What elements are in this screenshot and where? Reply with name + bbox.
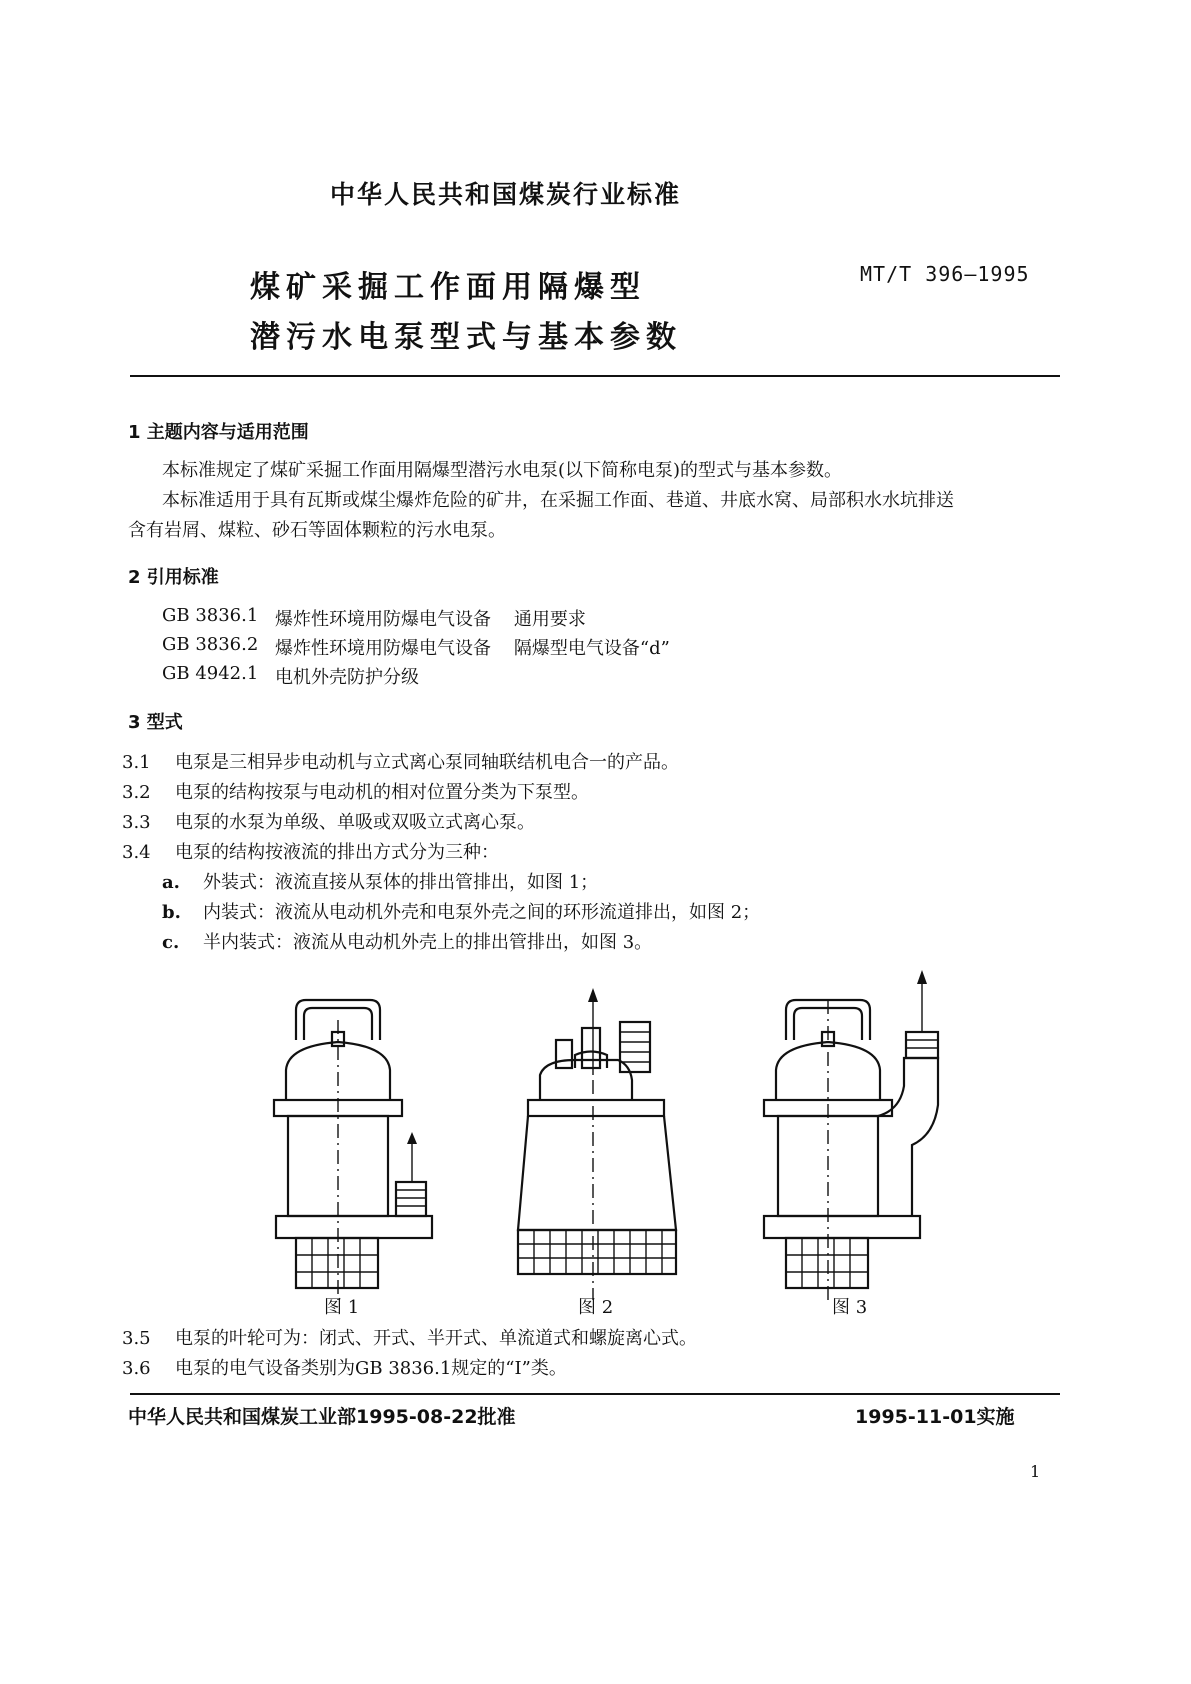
standard-org-title: 中华人民共和国煤炭行业标准 [329,180,681,209]
section-2-heading: 2 引用标准 [128,567,219,588]
item-number: 3.1 [122,752,151,773]
item-number: 3.6 [122,1358,151,1379]
section-1-para1: 本标准规定了煤矿采掘工作面用隔爆型潜污水电泵(以下简称电泵)的型式与基本参数。 [162,460,843,481]
subitem-text: 内装式：液流从电动机外壳和电泵外壳之间的环形流道排出，如图 2； [203,902,761,923]
page-number: 1 [1030,1462,1041,1481]
standard-code: MT/T 396—1995 [860,262,1030,286]
section-1-para2-line2: 含有岩屑、煤粒、砂石等固体颗粒的污水电泵。 [128,520,506,541]
ref-code: GB 4942.1 [162,663,259,684]
section-3-heading: 3 型式 [128,712,183,733]
subitem-label: c. [162,932,180,953]
section-1-para2-line1: 本标准适用于具有瓦斯或煤尘爆炸危险的矿井，在采掘工作面、巷道、井底水窝、局部积水水坑排送 [162,490,954,511]
document-title-line2: 潜污水电泵型式与基本参数 [250,320,682,355]
subitem-label: b. [162,902,181,923]
subitem-text: 半内装式：液流从电动机外壳上的排出管排出，如图 3。 [203,932,653,953]
approval-statement: 中华人民共和国煤炭工业部1995-08-22批准 [128,1406,516,1428]
document-title-line1: 煤矿采掘工作面用隔爆型 [250,270,646,305]
item-text: 电泵的结构按泵与电动机的相对位置分类为下泵型。 [175,782,589,803]
item-number: 3.5 [122,1328,151,1349]
item-text: 电泵的水泵为单级、单吸或双吸立式离心泵。 [175,812,535,833]
pump-figures [0,960,1191,1300]
figure-1-caption: 图 1 [324,1297,360,1318]
ref-title: 电机外壳防护分级 [275,667,419,688]
section-1-heading: 1 主题内容与适用范围 [128,422,309,443]
item-text: 电泵的结构按液流的排出方式分为三种： [175,842,499,863]
subitem-label: a. [162,872,180,893]
item-text: 电泵的电气设备类别为GB 3836.1规定的“I”类。 [175,1358,567,1379]
figure-2-caption: 图 2 [578,1297,614,1318]
ref-code: GB 3836.2 [162,634,259,655]
item-text: 电泵是三相异步电动机与立式离心泵同轴联结机电合一的产品。 [175,752,679,773]
ref-code: GB 3836.1 [162,605,259,626]
figure-3-pump-drawing [764,970,938,1300]
subitem-text: 外装式：液流直接从泵体的排出管排出，如图 1； [203,872,599,893]
item-number: 3.4 [122,842,151,863]
effective-date: 1995-11-01实施 [855,1406,1015,1428]
header-divider [130,375,1060,377]
figure-3-caption: 图 3 [832,1297,868,1318]
item-number: 3.3 [122,812,151,833]
figure-1-pump-drawing [274,1000,432,1300]
ref-title: 爆炸性环境用防爆电气设备 通用要求 [275,609,586,630]
ref-title: 爆炸性环境用防爆电气设备 隔爆型电气设备“d” [275,638,670,659]
footer-divider [130,1393,1060,1395]
item-number: 3.2 [122,782,151,803]
item-text: 电泵的叶轮可为：闭式、开式、半开式、单流道式和螺旋离心式。 [175,1328,697,1349]
figure-2-pump-drawing [518,988,676,1300]
